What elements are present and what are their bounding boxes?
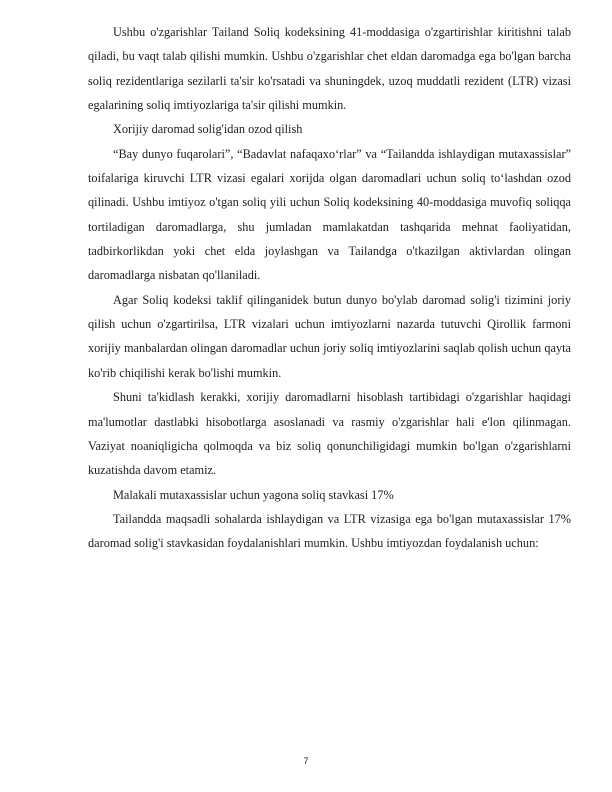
- page-number: 7: [303, 756, 309, 766]
- paragraph-ltr-tax-changes: Ushbu o'zgarishlar Tailand Soliq kodeksining 41-moddasiga o'zgartirishlar kiritishni talab qiladi, bu vaqt talab qilishi mumkin. Ushbu o'zgarishlar chet eldan daromadga ega bo'lgan barcha soliq rezidentlariga sezilarli ta'sir ko'rsatadi va shuningdek, uzoq muddatli rezident (LTR) vizasi egalarining soliq imtiyozlariga ta'sir qilishi mumkin.: [88, 25, 571, 113]
- document-body: [88, 20, 571, 556]
- section-heading-flat-tax-rate: Malakali mutaxassislar uchun yagona soliq stavkasi 17%: [113, 487, 394, 502]
- paragraph-royal-decree: Agar Soliq kodeksi taklif qilinganidek butun dunyo bo'ylab daromad solig'i tizimini joriy qilish uchun o'zgartirilsa, LTR vizalari uchun imtiyozlarni nazarda tutuvchi Qirollik farmoni xorijiy manbalardan olingan daromadlar uchun joriy soliq imtiyozlarini saqlab qolish uchun qayta ko'rib chiqilishi kerak bo'lishi mumkin.: [88, 292, 571, 380]
- paragraph-ltr-categories: “Bay dunyo fuqarolari”, “Badavlat nafaqaxo‘rlar” va “Tailandda ishlaydigan mutaxassislar” toifalariga kiruvchi LTR vizasi egalari xorijda olgan daromadlari uchun soliq to‘lashdan ozod qilinadi. Ushbu imtiyoz o'tgan soliq yili uchun Soliq kodeksining 40-moddasiga muvofiq soliqqa tortiladigan daromadlarga, shu jumladan mamlakatdan tashqarida mehnat faoliyatidan, tadbirkorlikdan yoki chet elda joylashgan va Tailandga o'tkazilgan aktivlardan olingan daromadlarga nisbatan qo'llaniladi.: [88, 146, 571, 283]
- paragraph-17-percent-rate: Tailandda maqsadli sohalarda ishlaydigan va LTR vizasiga ega bo'lgan mutaxassislar 17% daromad solig'i stavkasidan foydalanishlari mumkin. Ushbu imtiyozdan foydalanish uchun:: [88, 511, 571, 551]
- paragraph-preliminary-reports: Shuni ta'kidlash kerakki, xorijiy daromadlarni hisoblash tartibidagi o'zgarishlar haqidagi ma'lumotlar dastlabki hisobotlarga asoslanadi va rasmiy o'zgarishlar hali e'lon qilinmagan. Vaziyat noaniqligicha qolmoqda va biz soliq qonunchiligidagi mumkin bo'lgan o'zgarishlarni kuzatishda davom etamiz.: [88, 390, 571, 478]
- section-heading-foreign-income-exemption: Xorijiy daromad solig'idan ozod qilish: [113, 122, 303, 137]
